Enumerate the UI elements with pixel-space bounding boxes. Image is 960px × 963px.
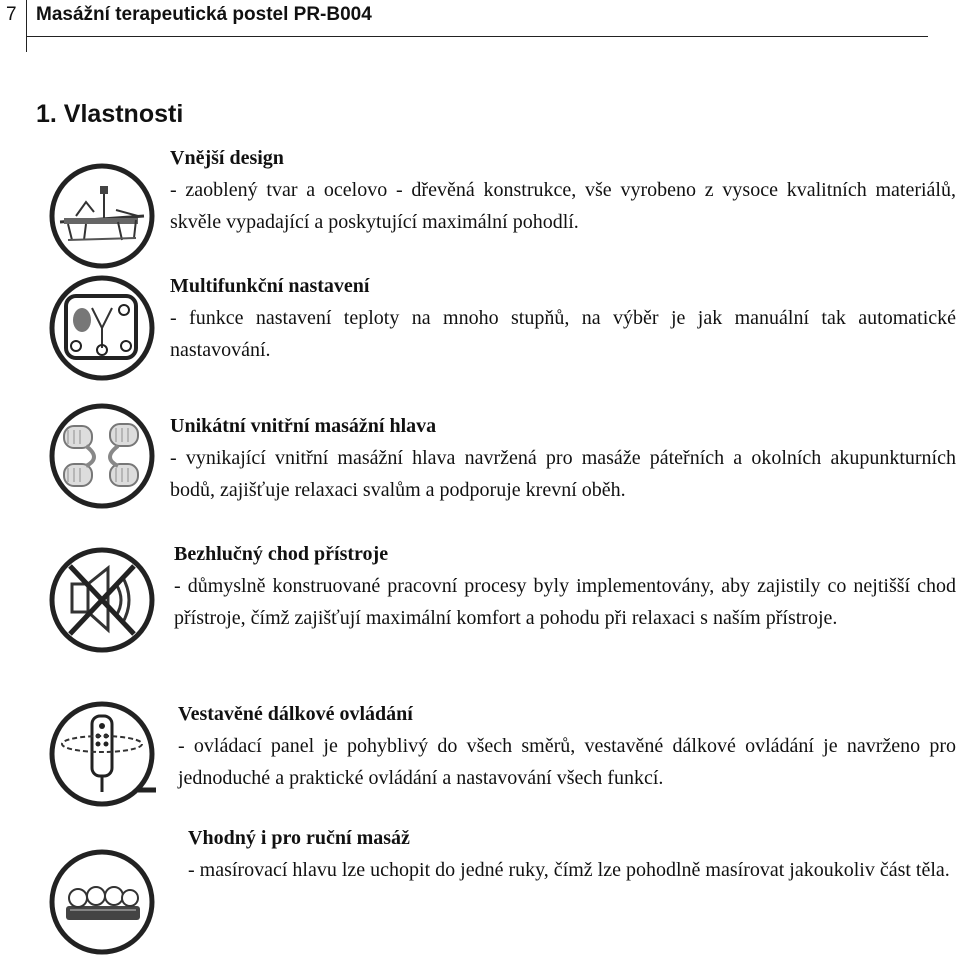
remote-control-icon bbox=[46, 698, 158, 815]
feature-massage-head bbox=[0, 410, 960, 520]
feature-title: Vestavěné dálkové ovládání bbox=[178, 703, 413, 725]
section-title: 1. Vlastnosti bbox=[36, 100, 184, 128]
feature-title: Bezhlučný chod přístroje bbox=[174, 543, 389, 565]
feature-description: - masírovací hlavu lze uchopit do jedné ruky, čímž lze pohodlně masírovat jakoukoliv část těla. bbox=[188, 859, 950, 881]
feature-text bbox=[178, 698, 956, 794]
feature-description: - ovládací panel je pohyblivý do všech směrů, vestavěné dálkové ovládání je navrženo pro jednoduché a praktické ovládání a nastavování všech funkcí. bbox=[178, 735, 956, 789]
feature-title: Unikátní vnitřní masážní hlava bbox=[170, 415, 437, 437]
massage-rollers-icon bbox=[46, 400, 158, 517]
feature-text bbox=[170, 142, 956, 238]
feature-text bbox=[170, 410, 956, 506]
feature-exterior-design bbox=[0, 140, 960, 250]
feature-title: Multifunkční nastavení bbox=[170, 275, 370, 297]
header-vertical-rule bbox=[26, 0, 27, 52]
feature-title: Vhodný i pro ruční masáž bbox=[188, 827, 410, 849]
header-horizontal-rule bbox=[26, 36, 928, 37]
control-panel-icon bbox=[46, 272, 158, 389]
feature-description: - vynikající vnitřní masážní hlava navržená pro masáže páteřních a okolních akupunkturních bodů, zajišťuje relaxaci svalům a podporuje krevní oběh. bbox=[170, 447, 956, 501]
feature-description: - důmyslně konstruované pracovní procesy byly implementovány, aby zajistily co nejtišší chod přístroje, čímž zajišťují maximální komfort a pohodu při relaxaci s naším přístroje. bbox=[174, 575, 956, 629]
feature-remote-control bbox=[0, 698, 960, 808]
feature-multifunction-settings bbox=[0, 268, 960, 378]
feature-hand-massage bbox=[0, 822, 960, 952]
mute-speaker-icon bbox=[46, 544, 158, 661]
feature-title: Vnější design bbox=[170, 147, 284, 169]
feature-text bbox=[188, 822, 956, 886]
feature-description: - zaoblený tvar a ocelovo - dřevěná konstrukce, vše vyrobeno z vysoce kvalitních materiálů, skvěle vypadající a poskytující maximální pohodlí. bbox=[170, 179, 956, 233]
page-header bbox=[0, 0, 930, 40]
page-number: 7 bbox=[6, 4, 17, 25]
handheld-massager-icon bbox=[46, 846, 158, 963]
feature-silent-operation bbox=[0, 538, 960, 678]
feature-text bbox=[174, 538, 956, 634]
feature-description: - funkce nastavení teploty na mnoho stupňů, na výběr je jak manuální tak automatické nastavování. bbox=[170, 307, 956, 361]
document-title: Masážní terapeutická postel PR-B004 bbox=[36, 4, 372, 25]
massage-bed-icon bbox=[46, 160, 158, 277]
feature-text bbox=[170, 270, 956, 366]
